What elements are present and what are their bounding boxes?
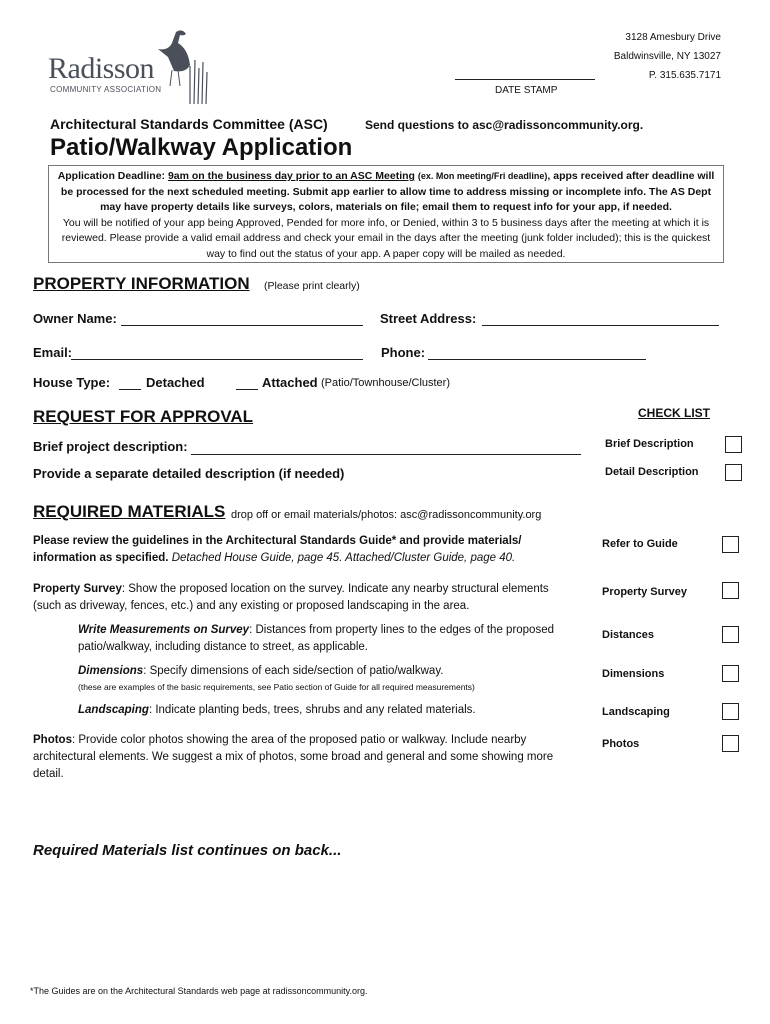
measure-desc: : Distances from property lines to the edges of the proposed patio/walkway, including distance to street, as applicable. (78, 624, 554, 653)
request-heading: REQUEST FOR APPROVAL (33, 407, 254, 426)
dims-note: (these are examples of the basic requirements, see Patio section of Guide for all required measurements) (78, 682, 475, 692)
check-survey-label: Property Survey (602, 586, 687, 598)
date-stamp-label: DATE STAMP (495, 85, 558, 96)
phone-input[interactable] (428, 359, 646, 360)
owner-label: Owner Name: (33, 311, 117, 326)
check-landscaping-box[interactable] (722, 703, 739, 720)
street-label: Street Address: (380, 311, 477, 326)
separate-label: Provide a separate detailed description (if needed) (33, 466, 345, 481)
date-stamp-line (455, 79, 595, 80)
check-guide-box[interactable] (722, 536, 739, 553)
check-detail-label: Detail Description (605, 466, 699, 478)
detached-blank[interactable] (119, 389, 141, 390)
notified-text: You will be notified of your app being Approved, Pended for more info, or Denied, within 3 to 5 business days after the meeting at which it is reviewed. Please provide a valid email address and check your email in the days after the meeting (junk folder included); this is the quickest way to find out the status of your app. A paper copy will be mailed as needed. (61, 216, 711, 260)
attached-blank[interactable] (236, 389, 258, 390)
photos-text (33, 732, 581, 783)
dims-label: Dimensions (78, 665, 144, 677)
review-guidelines (33, 533, 553, 567)
review-bold: Please review the guidelines in the Architectural Standards Guide* and provide materials/ information as specified. (33, 535, 522, 564)
address-line2: Baldwinsville, NY 13027 (613, 51, 721, 62)
check-detail-box[interactable] (725, 464, 742, 481)
check-landscaping-label: Landscaping (602, 706, 670, 718)
check-distances-label: Distances (602, 629, 654, 641)
notice-box (48, 165, 724, 263)
send-questions: Send questions to asc@radissoncommunity.org. (365, 118, 644, 132)
deadline-label: Application Deadline: (57, 170, 168, 182)
brief-label: Brief project description: (33, 439, 188, 454)
street-input[interactable] (482, 325, 719, 326)
attached-note: (Patio/Townhouse/Cluster) (321, 377, 451, 389)
property-note: (Please print clearly) (264, 280, 360, 292)
check-photos-label: Photos (602, 738, 640, 750)
dims-text (78, 663, 572, 680)
review-italic: Detached House Guide, page 45. Attached/Cluster Guide, page 40. (171, 552, 516, 564)
house-type-label: House Type: (33, 375, 111, 390)
detached-label: Detached (146, 375, 205, 390)
deadline-rest: , apps received after deadline will be processed for the next scheduled meeting. Submit app earlier to allow time to address missing or incomplete info. The AS Dept may have property details like surveys, colors, materials on file; email them to request info for your app, if needed. (60, 170, 715, 213)
check-brief-label: Brief Description (605, 438, 694, 450)
address-block (614, 28, 721, 85)
materials-heading: REQUIRED MATERIALS (33, 502, 226, 521)
photos-desc: : Provide color photos showing the area of the proposed patio or walkway. Include nearby architectural elements. We suggest a mix of photos, some broad and general and some showing more detail. (33, 734, 554, 780)
materials-note: drop off or email materials/photos: asc@radissoncommunity.org (231, 509, 542, 521)
land-desc: : Indicate planting beds, trees, shrubs and any related materials. (148, 704, 476, 716)
measure-text (78, 622, 572, 656)
property-heading: PROPERTY INFORMATION (33, 274, 250, 293)
email-input[interactable] (71, 359, 363, 360)
check-guide-label: Refer to Guide (602, 538, 678, 550)
org-sub: COMMUNITY ASSOCIATION (50, 85, 162, 94)
photos-label: Photos (33, 734, 72, 746)
phone-line: P. 315.635.7171 (648, 70, 721, 81)
deadline-paren: (ex. Mon meeting/Fri deadline) (417, 171, 548, 181)
committee-name: Architectural Standards Committee (ASC) (50, 116, 328, 132)
checklist-heading: CHECK LIST (638, 406, 710, 420)
land-label: Landscaping (78, 704, 149, 716)
land-text (78, 702, 572, 719)
org-name: Radisson (48, 52, 155, 85)
footer-note: *The Guides are on the Architectural Standards web page at radissoncommunity.org. (30, 986, 368, 996)
check-photos-box[interactable] (722, 735, 739, 752)
brief-input[interactable] (191, 454, 581, 455)
survey-desc: : Show the proposed location on the survey. Indicate any nearby structural elements (such as driveway, fences, etc.) and any existing or proposed landscaping in the area. (33, 583, 549, 612)
email-label: Email: (33, 345, 73, 360)
check-dimensions-box[interactable] (722, 665, 739, 682)
continues-on-back: Required Materials list continues on back... (33, 842, 342, 859)
check-brief-box[interactable] (725, 436, 742, 453)
check-survey-box[interactable] (722, 582, 739, 599)
measure-label: Write Measurements on Survey (78, 624, 250, 636)
owner-input[interactable] (121, 325, 363, 326)
page-title: Patio/Walkway Application (50, 134, 353, 161)
survey-text (33, 581, 573, 615)
check-distances-box[interactable] (722, 626, 739, 643)
check-dimensions-label: Dimensions (602, 668, 665, 680)
attached-label: Attached (262, 375, 318, 390)
phone-label: Phone: (381, 345, 426, 360)
survey-label: Property Survey (33, 583, 122, 595)
dims-desc: : Specify dimensions of each side/section of patio/walkway. (143, 665, 444, 677)
deadline-underlined: 9am on the business day prior to an ASC Meeting (167, 170, 415, 182)
address-line1: 3128 Amesbury Drive (625, 32, 721, 43)
